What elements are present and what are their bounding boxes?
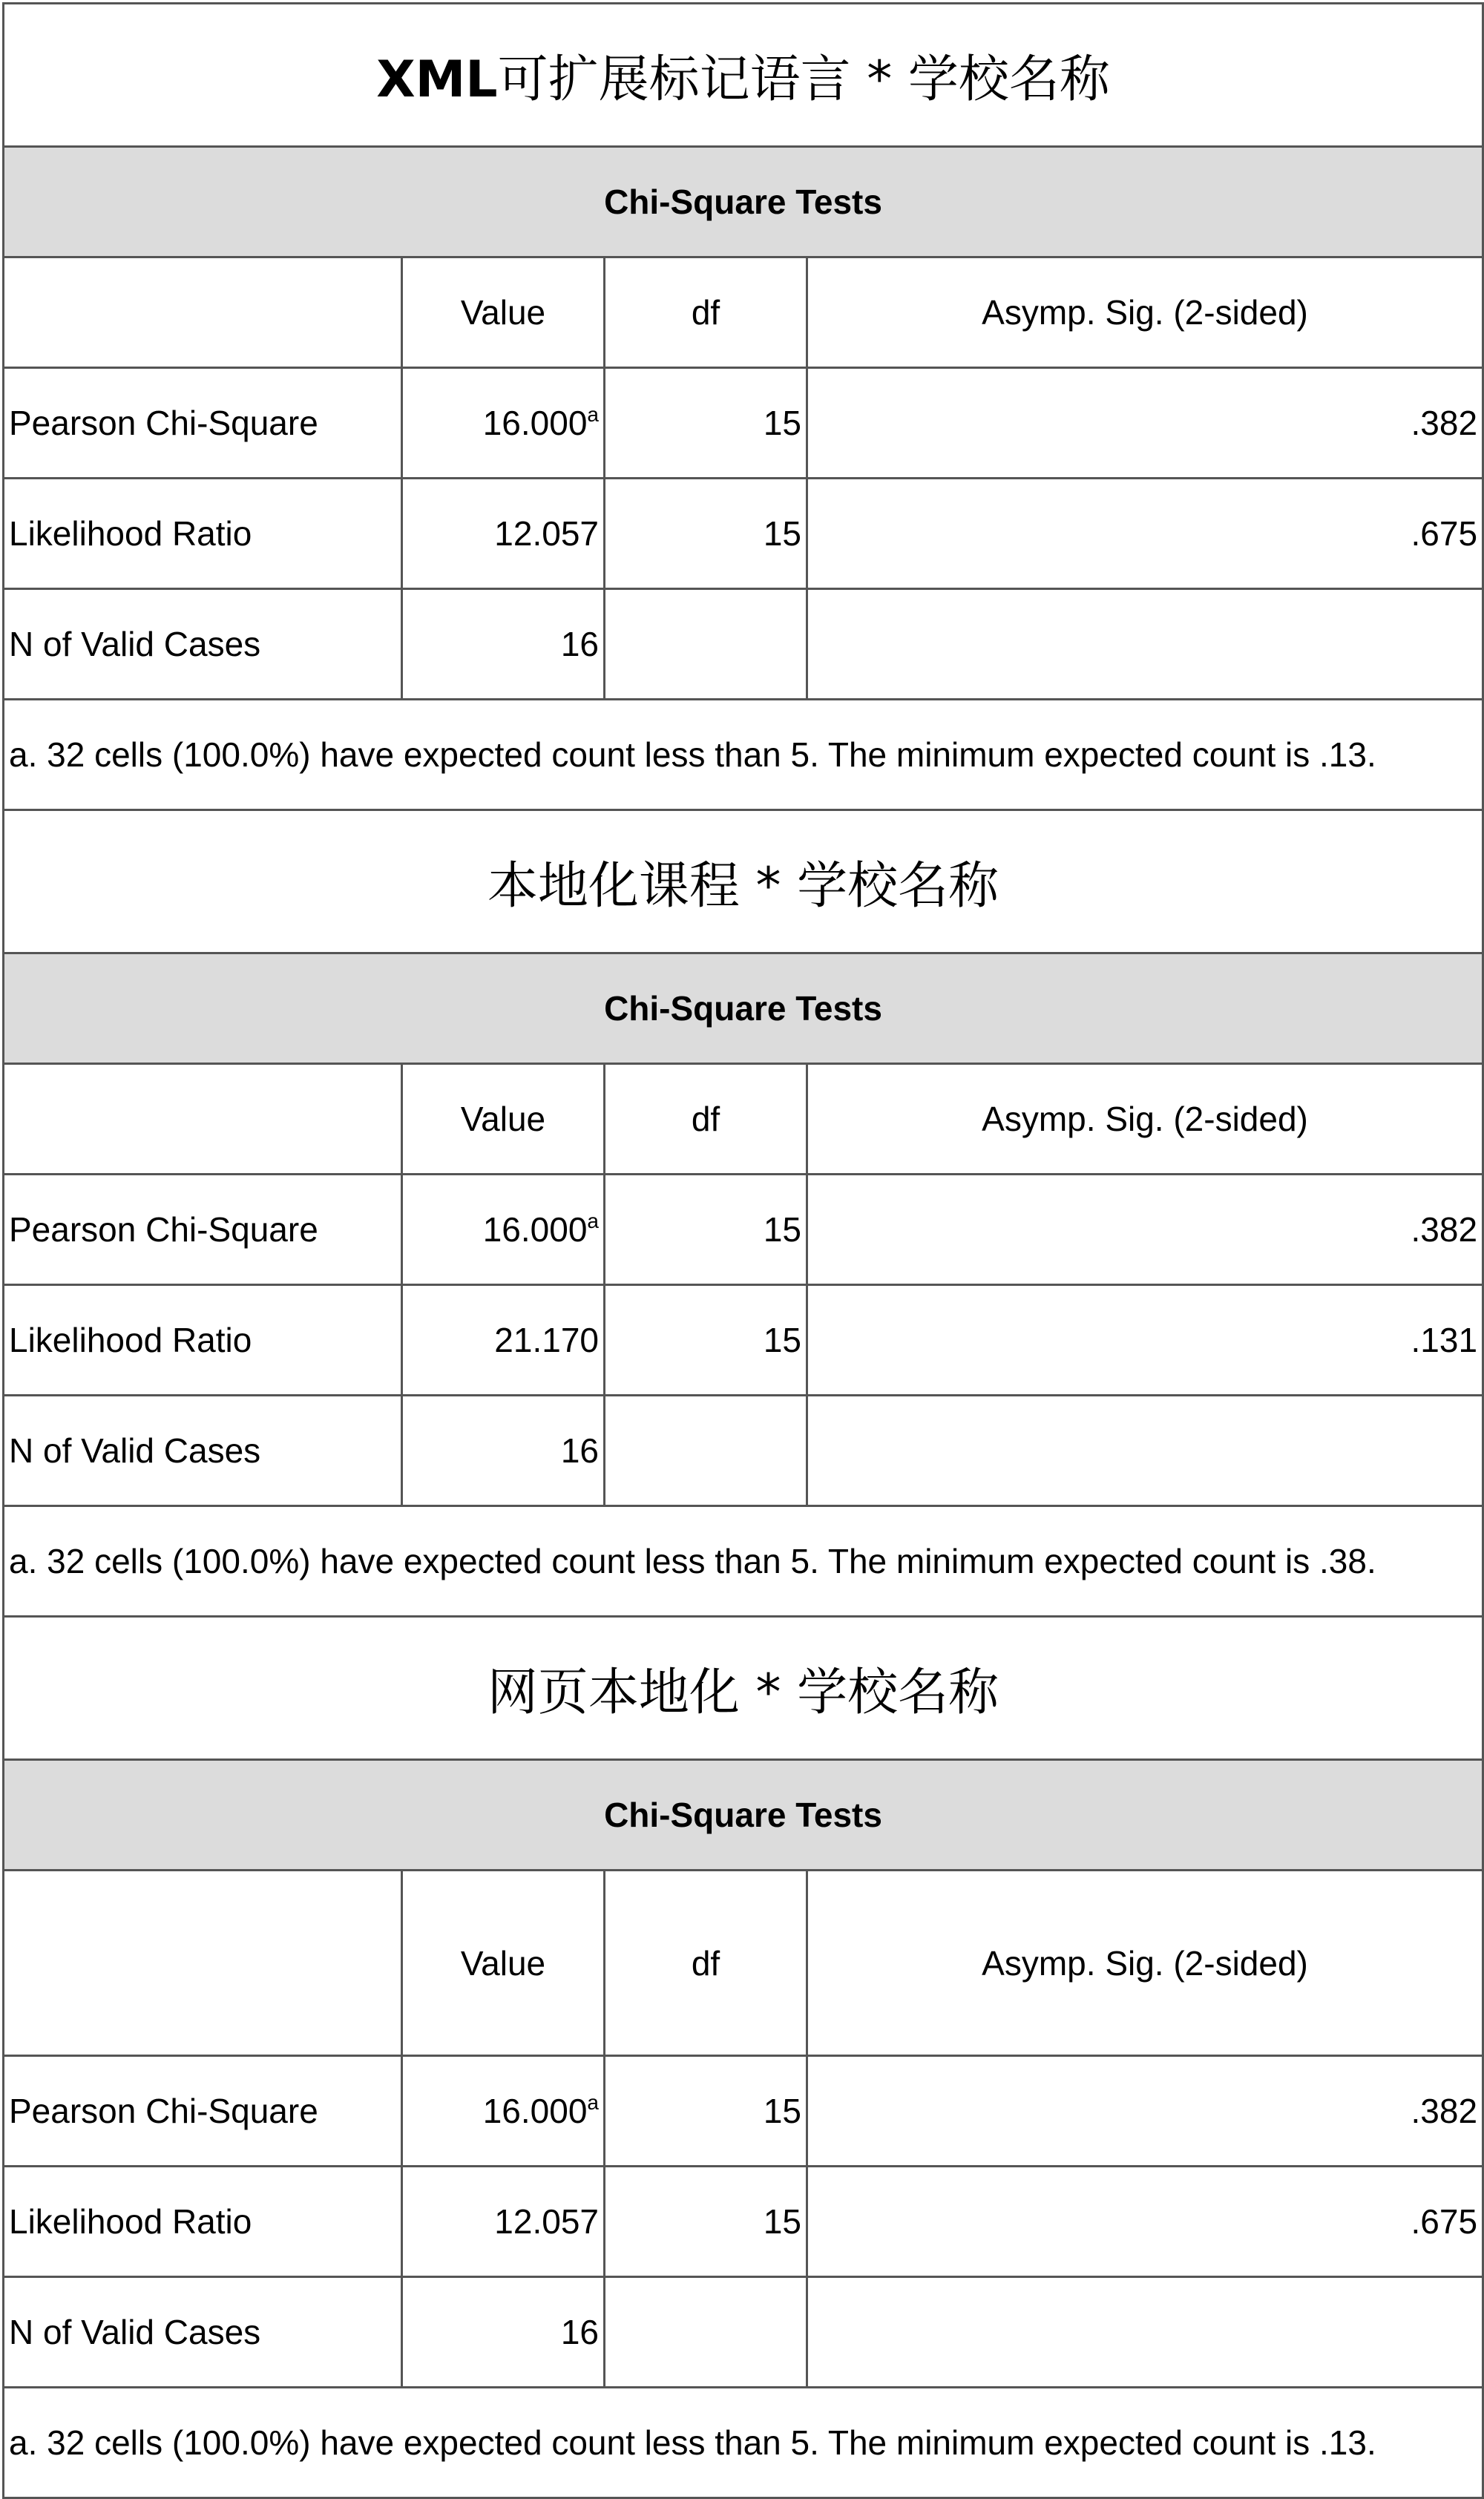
row-label: Pearson Chi-Square xyxy=(4,1175,402,1285)
section-3-footnote: a. 32 cells (100.0%) have expected count less than 5. The minimum expected count is .13. xyxy=(4,2388,1483,2498)
footnote-mark: a xyxy=(587,403,599,426)
section-1-caption-row xyxy=(4,147,1483,257)
value-cell xyxy=(402,1175,605,1285)
section-3-header-row xyxy=(4,1871,1483,2056)
section-2-title-row xyxy=(4,810,1483,953)
sig-cell: .382 xyxy=(807,1175,1483,1285)
df-cell: 15 xyxy=(605,2056,807,2167)
df-cell: 15 xyxy=(605,2167,807,2277)
section-1-header-value: Value xyxy=(402,257,605,368)
section-3-header-blank xyxy=(4,1871,402,2056)
value-cell xyxy=(402,589,605,700)
row-label: Likelihood Ratio xyxy=(4,2167,402,2277)
value-cell xyxy=(402,2167,605,2277)
footnote-mark: a xyxy=(587,2091,599,2114)
df-cell: 15 xyxy=(605,1285,807,1396)
sig-cell xyxy=(807,589,1483,700)
section-2-caption: Chi-Square Tests xyxy=(4,953,1483,1064)
table-row xyxy=(4,2167,1483,2277)
section-2-caption-row xyxy=(4,953,1483,1064)
sig-cell: .675 xyxy=(807,479,1483,589)
section-1-title-text: 可扩展标记语言 * 学校名称 xyxy=(497,50,1110,109)
df-cell: 15 xyxy=(605,1175,807,1285)
value-text: 12.057 xyxy=(494,2202,599,2241)
section-2-title-text: 本地化课程 * 学校名称 xyxy=(487,856,999,916)
section-2-title xyxy=(4,810,1483,953)
table-row xyxy=(4,1396,1483,1506)
chi-square-report xyxy=(2,2,1484,2499)
table-row xyxy=(4,2277,1483,2388)
row-label: N of Valid Cases xyxy=(4,589,402,700)
value-text: 16.000 xyxy=(482,2092,588,2130)
value-text: 12.057 xyxy=(494,514,599,553)
section-1-title-bold: XML xyxy=(376,50,498,109)
section-3-title-row xyxy=(4,1617,1483,1760)
section-2-header-value: Value xyxy=(402,1064,605,1175)
section-2-header-blank xyxy=(4,1064,402,1175)
row-label: Pearson Chi-Square xyxy=(4,368,402,479)
section-1-title xyxy=(4,4,1483,147)
section-1-caption: Chi-Square Tests xyxy=(4,147,1483,257)
row-label: N of Valid Cases xyxy=(4,2277,402,2388)
section-3-title xyxy=(4,1617,1483,1760)
sig-cell: .382 xyxy=(807,2056,1483,2167)
table-row xyxy=(4,368,1483,479)
value-text: 16 xyxy=(560,1431,599,1470)
sig-cell: .382 xyxy=(807,368,1483,479)
section-3-caption: Chi-Square Tests xyxy=(4,1760,1483,1871)
section-1-title-row xyxy=(4,4,1483,147)
value-cell xyxy=(402,2277,605,2388)
value-cell xyxy=(402,479,605,589)
section-3-title-text: 网页本地化 * 学校名称 xyxy=(487,1663,999,1722)
section-3-footnote-row xyxy=(4,2388,1483,2498)
section-2-header-row xyxy=(4,1064,1483,1175)
section-2-footnote: a. 32 cells (100.0%) have expected count less than 5. The minimum expected count is .38. xyxy=(4,1506,1483,1617)
section-2-footnote-row xyxy=(4,1506,1483,1617)
footnote-mark: a xyxy=(587,1209,599,1232)
value-text: 16 xyxy=(560,625,599,663)
value-text: 21.170 xyxy=(494,1321,599,1359)
section-3-caption-row xyxy=(4,1760,1483,1871)
sig-cell: .131 xyxy=(807,1285,1483,1396)
table-row xyxy=(4,589,1483,700)
section-1-header-row xyxy=(4,257,1483,368)
table-row xyxy=(4,479,1483,589)
section-3-header-value: Value xyxy=(402,1871,605,2056)
section-2-header-sig: Asymp. Sig. (2-sided) xyxy=(807,1064,1483,1175)
value-cell xyxy=(402,2056,605,2167)
value-cell xyxy=(402,1285,605,1396)
section-3-header-sig: Asymp. Sig. (2-sided) xyxy=(807,1871,1483,2056)
sig-cell xyxy=(807,1396,1483,1506)
section-1-header-sig: Asymp. Sig. (2-sided) xyxy=(807,257,1483,368)
table-row xyxy=(4,1285,1483,1396)
section-1-header-blank xyxy=(4,257,402,368)
section-1-header-df: df xyxy=(605,257,807,368)
sig-cell: .675 xyxy=(807,2167,1483,2277)
section-1-footnote: a. 32 cells (100.0%) have expected count less than 5. The minimum expected count is .13. xyxy=(4,700,1483,810)
table-row xyxy=(4,1175,1483,1285)
df-cell: 15 xyxy=(605,368,807,479)
df-cell xyxy=(605,1396,807,1506)
value-cell xyxy=(402,1396,605,1506)
section-2-header-df: df xyxy=(605,1064,807,1175)
df-cell xyxy=(605,2277,807,2388)
df-cell xyxy=(605,589,807,700)
value-text: 16.000 xyxy=(482,1210,588,1249)
section-3-header-df: df xyxy=(605,1871,807,2056)
value-text: 16 xyxy=(560,2313,599,2351)
row-label: Likelihood Ratio xyxy=(4,1285,402,1396)
sig-cell xyxy=(807,2277,1483,2388)
df-cell: 15 xyxy=(605,479,807,589)
row-label: Likelihood Ratio xyxy=(4,479,402,589)
row-label: Pearson Chi-Square xyxy=(4,2056,402,2167)
value-cell xyxy=(402,368,605,479)
table-row xyxy=(4,2056,1483,2167)
section-1-footnote-row xyxy=(4,700,1483,810)
value-text: 16.000 xyxy=(482,404,588,442)
row-label: N of Valid Cases xyxy=(4,1396,402,1506)
